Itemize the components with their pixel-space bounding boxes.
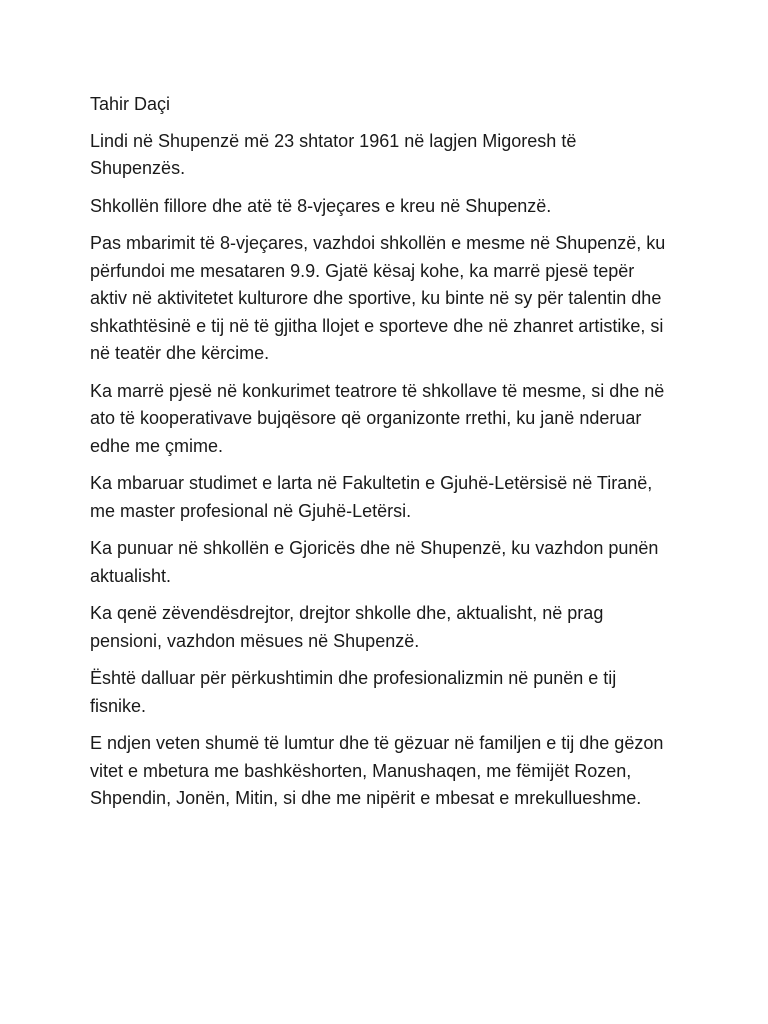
paragraph-theatre-competitions: Ka marrë pjesë në konkurimet teatrore të shkollave të mesme, si dhe në ato të kooperativave bujqësore që organizonte rrethi, ku janë nderuar edhe me çmime. (90, 380, 665, 456)
paragraph-work: Ka punuar në shkollën e Gjoricës dhe në Shupenzë, ku vazhdon punën aktualisht. (90, 538, 659, 586)
paragraph-positions: Ka qenë zëvendësdrejtor, drejtor shkolle dhe, aktualisht, në prag pensioni, vazhdon mësues në Shupenzë. (90, 603, 604, 651)
paragraph-family: E ndjen veten shumë të lumtur dhe të gëzuar në familjen e tij dhe gëzon vitet e mbetura me bashkëshorten, Manushaqen, me fëmijët Rozen, Shpendin, Jonën, Mitin, si dhe me nipërit e mbesat e mrekullueshme. (90, 733, 664, 808)
paragraph-distinction: Është dalluar për përkushtimin dhe profesionalizmin në punën e tij fisnike. (90, 668, 617, 716)
paragraph-birth: Lindi në Shupenzë më 23 shtator 1961 në lagjen Migoresh të Shupenzës. (90, 130, 577, 178)
paragraph-primary-school: Shkollën fillore dhe atë të 8-vjeçares e kreu në Shupenzë. (90, 195, 552, 216)
paragraph-secondary-school: Pas mbarimit të 8-vjeçares, vazhdoi shkollën e mesme në Shupenzë, ku përfundoi me mesataren 9.9. Gjatë kësaj kohe, ka marrë pjesë tepër aktiv në aktivitetet kulturore dhe sportive, ku binte në sy për talentin dhe shkathtësinë e tij në të gjitha llojet e sporteve dhe në zhanret artistike, si në teatër dhe kërcime. (90, 233, 666, 363)
document-body (90, 91, 675, 823)
document-title: Tahir Daçi (90, 94, 171, 114)
paragraph-higher-studies: Ka mbaruar studimet e larta në Fakultetin e Gjuhë-Letërsisë në Tiranë, me master profesional në Gjuhë-Letërsi. (90, 473, 653, 521)
